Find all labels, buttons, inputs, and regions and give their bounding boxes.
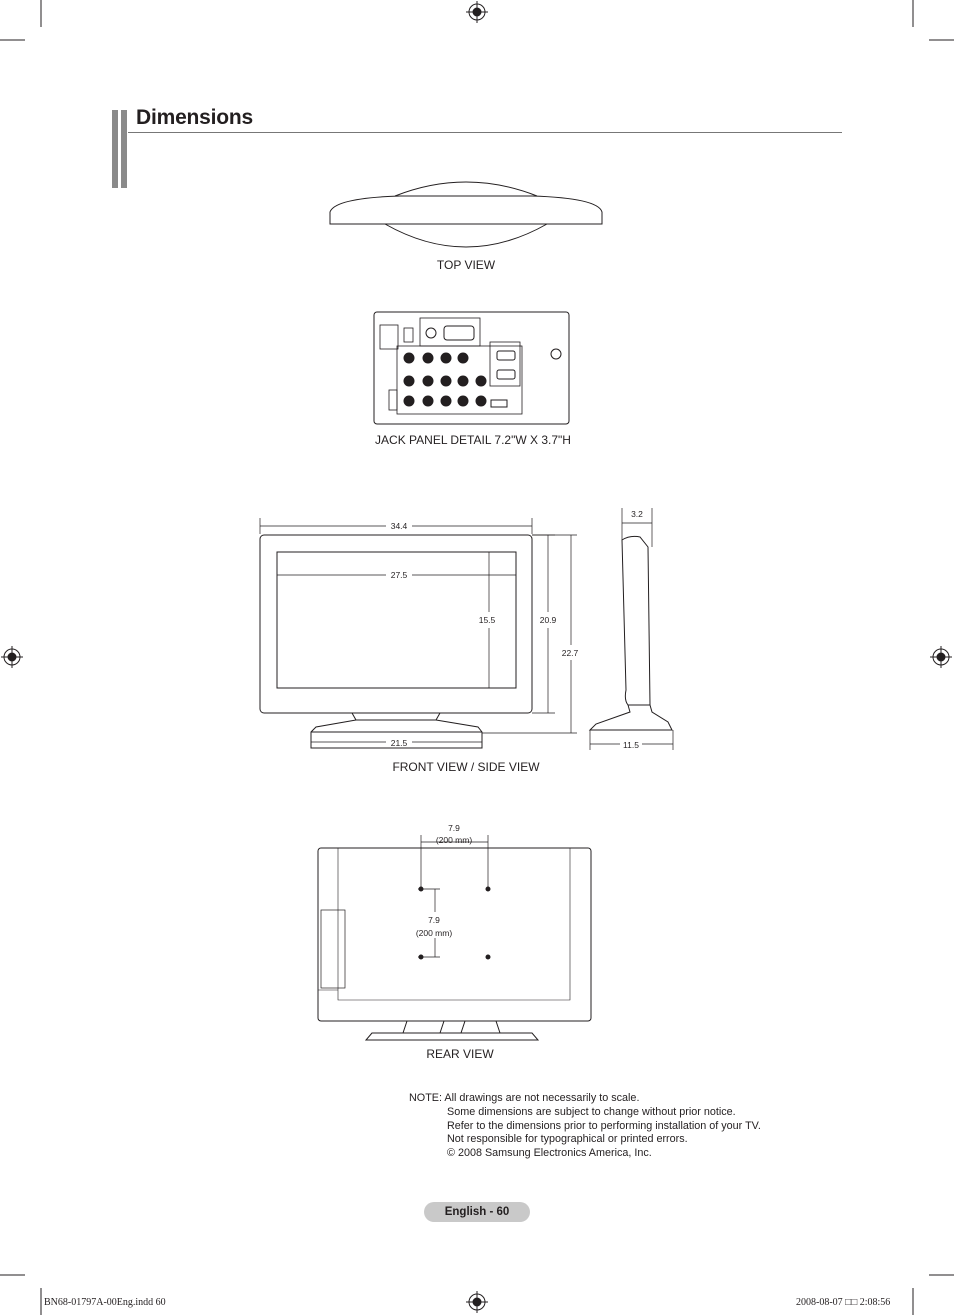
title-bar-accent — [121, 110, 127, 188]
note-line: All drawings are not necessarily to scale. — [444, 1092, 640, 1104]
note-line: © 2008 Samsung Electronics America, Inc. — [447, 1147, 652, 1160]
side-dimension-lines — [590, 508, 673, 750]
front-side-view-caption: FRONT VIEW / SIDE VIEW — [392, 760, 540, 774]
dim-mount-vertical-mm: (200 mm) — [415, 928, 453, 938]
top-view-drawing — [330, 182, 602, 247]
dim-stand-width: 21.5 — [390, 738, 408, 748]
page-title: Dimensions — [136, 106, 254, 129]
dim-stand-depth: 11.5 — [623, 740, 639, 750]
file-slug: BN68-01797A-00Eng.indd 60 — [44, 1297, 166, 1308]
dim-screen-height: 15.5 — [478, 615, 496, 625]
note-line: Some dimensions are subject to change without prior notice. — [447, 1105, 736, 1118]
dim-body-height: 20.9 — [539, 615, 557, 625]
page-number-badge: English - 60 — [424, 1202, 530, 1222]
rear-view-caption: REAR VIEW — [426, 1047, 494, 1061]
dim-depth: 3.2 — [631, 509, 643, 519]
dim-screen-width: 27.5 — [390, 570, 408, 580]
dim-mount-horizontal-mm: (200 mm) — [435, 835, 473, 845]
jack-panel-caption: JACK PANEL DETAIL 7.2"W X 3.7"H — [375, 433, 571, 447]
jack-panel-ports — [404, 353, 486, 406]
jack-panel-drawing — [374, 312, 569, 424]
note-lead: NOTE: — [409, 1092, 442, 1104]
side-view-drawing — [590, 536, 672, 730]
title-bar-accent — [112, 110, 118, 188]
title-divider — [128, 132, 842, 133]
top-view-caption: TOP VIEW — [436, 258, 496, 272]
note-block — [409, 1092, 761, 1161]
rear-view-drawing — [318, 848, 591, 1040]
dim-mount-horizontal: 7.9 — [448, 823, 460, 833]
rear-dimension-lines — [418, 835, 488, 957]
dim-mount-vertical: 7.9 — [428, 915, 440, 925]
front-view-drawing — [260, 535, 532, 748]
note-line: Not responsible for typographical or printed errors. — [447, 1133, 688, 1146]
dim-width: 34.4 — [390, 521, 408, 531]
note-line: Refer to the dimensions prior to performing installation of your TV. — [447, 1119, 761, 1132]
dim-total-height: 22.7 — [561, 648, 579, 658]
print-timestamp: 2008-08-07 □□ 2:08:56 — [796, 1297, 891, 1308]
